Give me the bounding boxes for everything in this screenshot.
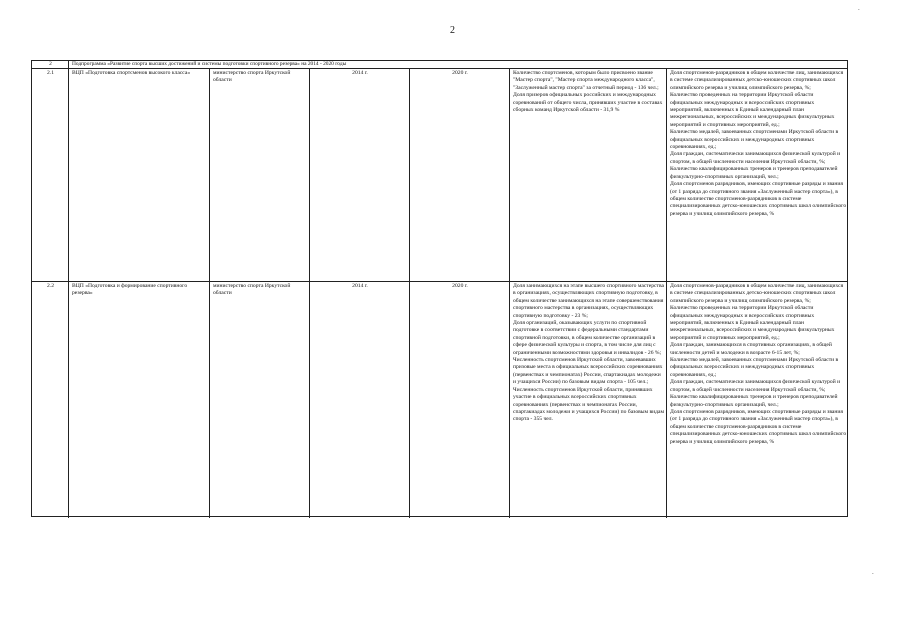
result-item: Доля занимающихся на этапе высшего спортивного мастерства в организациях, осуществляющих спортивную подготовку, в общем количестве занимающихся на этапе совершенствования спортивного мастерства в организациях, осуществляющих спортивную подготовку - 23 %;: [513, 283, 665, 319]
row-number: 2.2: [47, 283, 54, 289]
indicator-item: Доля граждан, систематически занимающихся физической культурой и спортом, в общей численности населения Иркутской области, %;: [670, 379, 841, 393]
subprogram-number: 2: [49, 61, 52, 67]
indicator-item: Доля спортсменов-разрядников в общем количестве лиц, занимающихся в системе специализированных детско-юношеских спортивных школ олимпийского резерва и училищ олимпийского резерва, %;: [670, 283, 844, 304]
indicator-item: Доля спортсменов разрядников, имеющих спортивные разряды и звания (от 1 разряда до спортивного звания «Заслуженный мастер спорта»), в общем количестве спортсменов-разрядников в системе специализированных детско-юношеских спортивных школ олимпийского резерва и училищ олимпийского резерва, %: [670, 408, 847, 445]
scan-speck: .: [872, 568, 874, 576]
result-item: Доля организаций, оказывающих услуги по спортивной подготовке в соответствии с федеральными стандартами спортивной подготовки, в общем количестве организаций в сфере физической культуры и спорта, в том числе для лиц с ограниченными возможностями здоровья и инвалидов - 26 %;: [513, 320, 662, 356]
scan-speck: .: [858, 4, 860, 12]
end-year: 2020 г.: [409, 69, 509, 281]
result-item: Численность спортсменов Иркутской области, принявших участие в официальных всероссийских спортивных соревнованиях (первенствах и чемпионатах России, спартакиадах молодежи и учащихся России) по базовым видам спорта - 355 чел.: [513, 386, 665, 423]
indicator-item: Количество медалей, завоеванных спортсменами Иркутской области в официальных всероссийских и международных спортивных соревнованиях, ед.;: [670, 357, 839, 378]
table-row: [32, 69, 847, 282]
program-name: ВЦП «Подготовка и формирование спортивного резерва»: [68, 282, 209, 518]
subprogram-header-row: [32, 61, 847, 69]
indicator-item: Количество медалей, завоеванных спортсменами Иркутской области в официальных всероссийских и международных спортивных соревнованиях, ед.;: [670, 129, 839, 151]
expected-results: [509, 69, 666, 281]
indicator-item: Доля граждан, систематически занимающихся физической культурой и спортом, в общей численности населения Иркутской области, %;: [670, 151, 841, 165]
expected-results: [509, 282, 666, 518]
indicator-item: Доля граждан, занимающихся в спортивных организациях, в общей численности детей и молодежи в возрасте 6-15 лет, %;: [670, 342, 832, 356]
program-name: ВЦП «Подготовка спортсменов высокого класса»: [68, 69, 209, 281]
indicator-item: Доля спортсменов-разрядников в общем количестве лиц, занимающихся в системе специализированных детско-юношеских спортивных школ олимпийского резерва и училищ олимпийского резерва, %;: [670, 70, 844, 91]
start-year: 2014 г.: [309, 282, 409, 518]
target-indicators: [666, 69, 849, 281]
indicator-item: Количество квалифицированных тренеров и тренеров преподавателей физкультурно-спортивных организаций, чел.;: [670, 394, 838, 408]
subprogram-title: Подпрограмма «Развитие спорта высших достижений и системы подготовки спортивного резерва» на 2014 - 2020 годы: [68, 61, 847, 68]
indicator-item: Количество проведенных на территории Иркутской области официальных международных и всероссийских спортивных мероприятий, включенных в Единый календарный план межрегиональных, всероссийских и международных физкультурных мероприятий и спортивных мероприятий, ед.;: [670, 92, 835, 128]
indicator-item: Доля спортсменов разрядников, имеющих спортивные разряды и звания (от 1 разряда до спортивного звания «Заслуженный мастер спорта»), в общем количестве спортсменов-разрядников в системе специализированных детско-юношеских спортивных школ олимпийского резерва и училищ олимпийского резерва, %: [670, 181, 847, 217]
indicator-item: Количество проведенных на территории Иркутской области официальных международных и всероссийских спортивных мероприятий, включенных в Единый календарный план межрегиональных, всероссийских и международных физкультурных мероприятий и спортивных мероприятий, ед.;: [670, 305, 835, 341]
result-item: Численность спортсменов Иркутской области, завоевавших призовые места в официальных всероссийских соревнованиях (первенствах и чемпионатах) России, спартакиадах молодежи и учащихся России) по базовым видам спорта - 105 чел.;: [513, 357, 663, 386]
indicator-item: Количество квалифицированных тренеров и тренеров преподавателей физкультурно-спортивных организаций, чел.;: [670, 166, 838, 180]
start-year: 2014 г.: [309, 69, 409, 281]
target-indicators: [666, 282, 849, 518]
page-number: 2: [450, 25, 455, 36]
result-item: Доля призеров официальных российских и международных соревнований от общего числа, принявших участие в составах сборных команд Иркутской области - 31,9 %: [513, 92, 663, 114]
result-item: Количество спортсменов, которым было присвоено звание "Мастер спорта", "Мастер спорта международного класса", "Заслуженный мастер спорта" за отчетный период - 136 чел.;: [513, 70, 659, 91]
row-number: 2.1: [47, 70, 54, 76]
program-table: [31, 60, 848, 517]
table-row: [32, 282, 847, 518]
end-year: 2020 г.: [409, 282, 509, 518]
responsible-executor: министерство спорта Иркутской области: [209, 282, 309, 518]
responsible-executor: министерство спорта Иркутской области: [209, 69, 309, 281]
